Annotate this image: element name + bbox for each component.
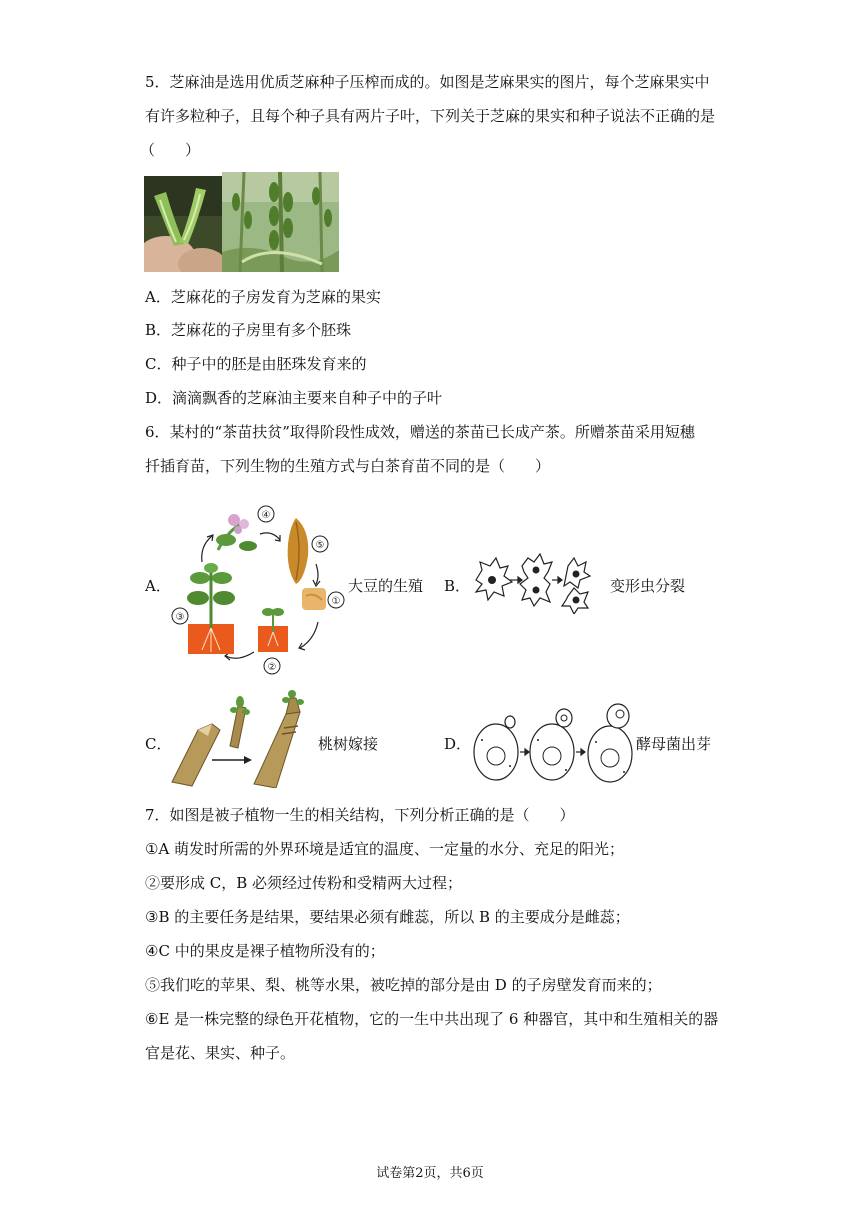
q5-answer-paren: （ ） (140, 141, 201, 159)
peach-grafting-diagram (168, 690, 320, 788)
amoeba-division-diagram (470, 546, 602, 614)
page-footer: 试卷第2页，共6页 (376, 1166, 484, 1181)
q7-item-6-cont: 官是花、果实、种子。 (145, 1044, 296, 1062)
q7-stem: 7．如图是被子植物一生的相关结构，下列分析正确的是（ ） (145, 806, 575, 824)
q6-option-a-label: A． (145, 577, 171, 595)
q6-option-b-caption: 变形虫分裂 (610, 577, 686, 595)
q6-stem-line1: 6．某村的“茶苗扶贫”取得阶段性成效，赠送的茶苗已长成产茶。所赠茶苗采用短穗 (145, 423, 695, 441)
q5-option-a: A．芝麻花的子房发育为芝麻的果实 (145, 288, 381, 306)
q5-stem-line2: 有许多粒种子，且每个种子具有两片子叶，下列关于芝麻的果实和种子说法不正确的是 (145, 107, 716, 125)
sesame-pod-photo (144, 176, 222, 272)
q6-option-c-label: C． (145, 735, 172, 753)
yeast-budding-diagram (470, 700, 636, 784)
marker-1: ① (331, 596, 341, 607)
q6-option-a-caption: 大豆的生殖 (348, 577, 424, 595)
marker-5: ⑤ (315, 540, 325, 551)
q5-stem-line1: 5．芝麻油是选用优质芝麻种子压榨而成的。如图是芝麻果实的图片，每个芝麻果实中 (145, 73, 710, 91)
q5-option-b: B．芝麻花的子房里有多个胚珠 (145, 321, 352, 339)
q7-item-3: ③B 的主要任务是结果，要结果必须有雌蕊，所以 B 的主要成分是雌蕊； (145, 908, 630, 926)
q6-option-b-label: B． (444, 577, 471, 595)
q7-item-1: ①A 萌发时所需的外界环境是适宜的温度、一定量的水分、充足的阳光； (145, 840, 625, 858)
q7-item-2: ②要形成 C，B 必须经过传粉和受精两大过程； (145, 874, 463, 892)
q5-option-c: C．种子中的胚是由胚珠发育来的 (145, 355, 367, 373)
q6-stem-line2: 扦插育苗，下列生物的生殖方式与白茶育苗不同的是（ ） (145, 457, 551, 475)
marker-2: ② (267, 662, 277, 673)
q5-option-d: D．滴滴飘香的芝麻油主要来自种子中的子叶 (145, 389, 443, 407)
marker-4: ④ (261, 510, 271, 521)
soybean-life-cycle-diagram (168, 500, 350, 680)
q7-item-5: ⑤我们吃的苹果、梨、桃等水果，被吃掉的部分是由 D 的子房壁发育而来的； (145, 976, 662, 994)
q6-option-d-label: D． (444, 735, 472, 753)
q7-item-4: ④C 中的果皮是裸子植物所没有的； (145, 942, 385, 960)
q6-option-c-caption: 桃树嫁接 (318, 735, 379, 753)
marker-3: ③ (175, 612, 185, 623)
sesame-plant-photo (222, 172, 339, 272)
q7-item-6: ⑥E 是一株完整的绿色开花植物，它的一生中共出现了 6 种器官，其中和生殖相关的器 (145, 1010, 719, 1028)
q6-option-d-caption: 酵母菌出芽 (636, 735, 712, 753)
